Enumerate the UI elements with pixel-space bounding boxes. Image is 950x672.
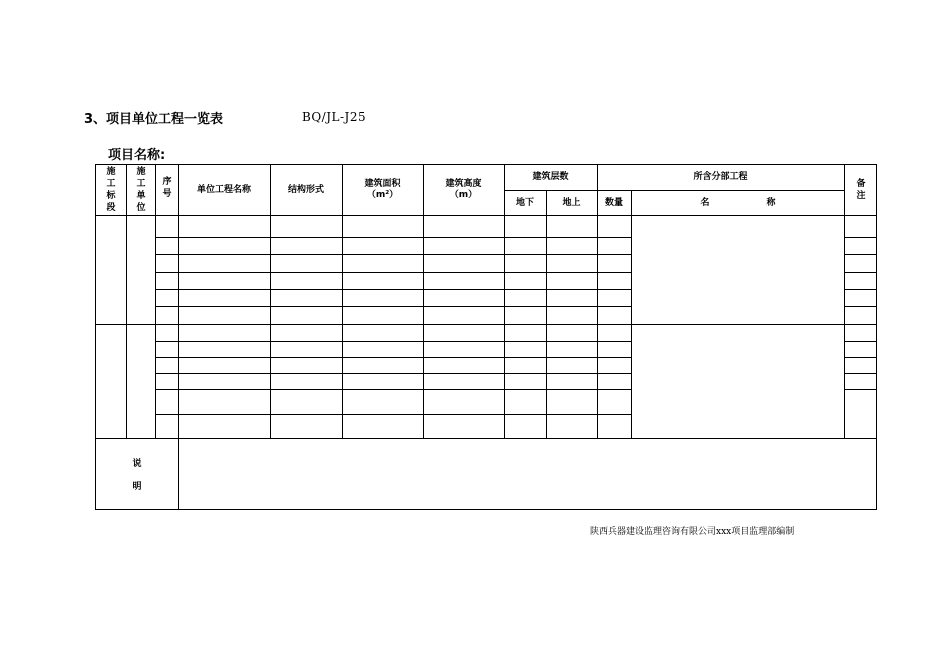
col-header-unit: 施 工 单 位 <box>136 167 146 213</box>
page-title: 3、项目单位工程一览表 <box>84 112 224 127</box>
col-header-floors-below: 地下 <box>515 198 534 208</box>
col-header-section: 施 工 标 段 <box>106 167 116 213</box>
col-header-structure: 结构形式 <box>287 185 324 195</box>
project-name-label: 项目名称: <box>108 148 166 163</box>
col-header-count: 数量 <box>604 198 623 208</box>
col-header-subname-a: 名 <box>700 198 710 208</box>
col-header-height: 建筑高度 （m） <box>445 179 482 200</box>
col-header-subname-b: 称 <box>766 198 776 208</box>
footer-text: 陕西兵器建设监理咨询有限公司xxx项目监理部编制 <box>590 527 795 537</box>
col-header-name: 单位工程名称 <box>196 185 251 195</box>
col-header-floors-above: 地上 <box>562 198 581 208</box>
col-header-area: 建筑面积 （m²） <box>364 179 401 200</box>
col-header-floors: 建筑层数 <box>532 172 569 182</box>
col-header-seq: 序 号 <box>162 177 172 199</box>
document-code: BQ/JL-J25 <box>302 110 367 124</box>
col-header-remark: 备 注 <box>856 179 866 201</box>
notes-label-b: 明 <box>132 482 142 492</box>
notes-label-a: 说 <box>132 459 142 469</box>
col-header-subprojects: 所含分部工程 <box>693 172 748 182</box>
